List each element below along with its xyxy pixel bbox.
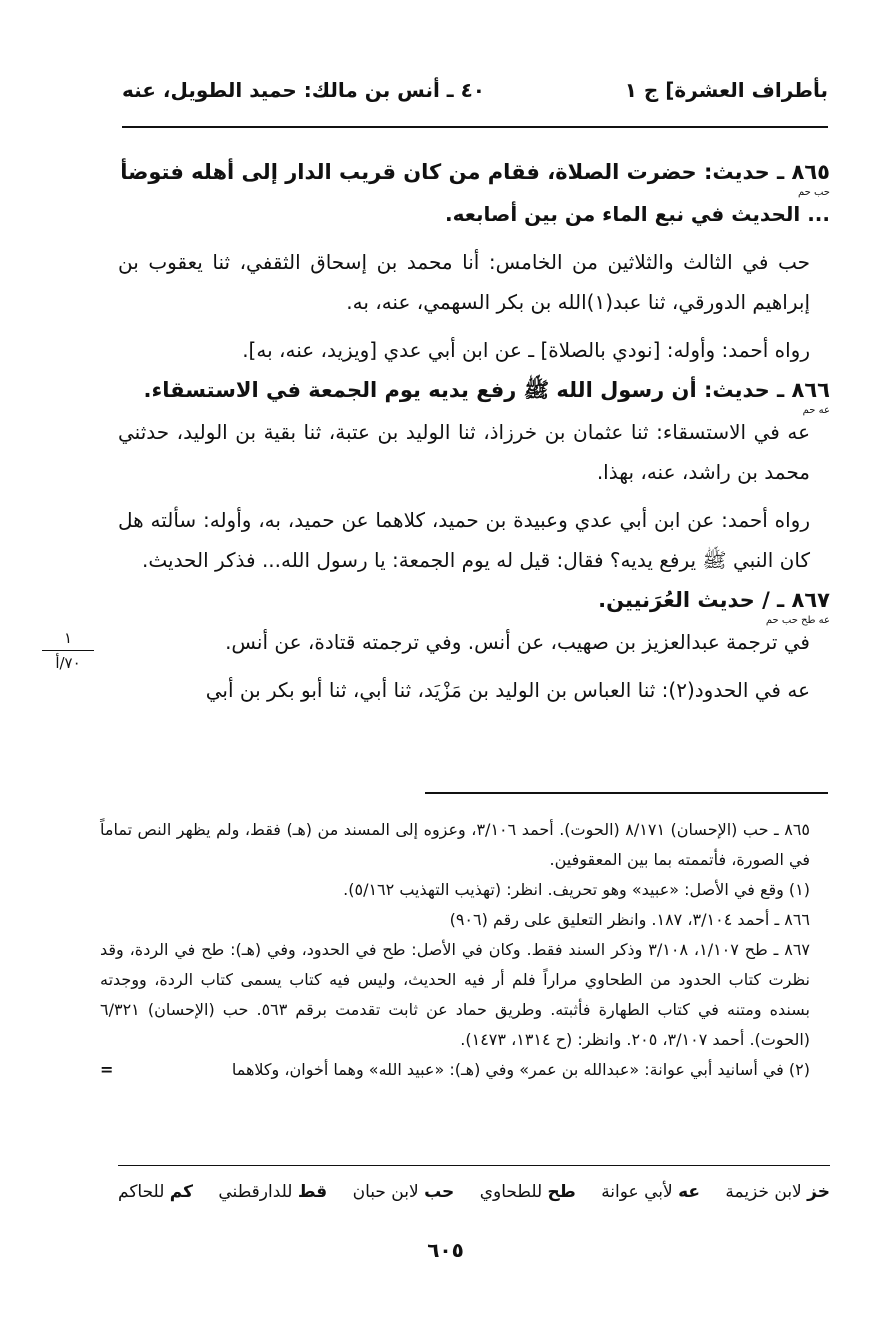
entry-paragraph: حب في الثالث والثلاثين من الخامس: أنا محمد بن إسحاق الثقفي، ثنا يعقوب بن إبراهيم الدورقي، ثنا عبد(١)الله بن بكر السهمي، عنه، به. bbox=[118, 250, 810, 314]
manuscript-folio-note bbox=[38, 628, 98, 673]
footnote: ٨٦٥ ـ حب (الإحسان) ٨/١٧١ (الحوت). أحمد ٣/١٠٦، وعزوه إلى المسند من (هـ) فقط، ولم يظهر النص تماماً في الصورة، فأتممته بما بين المعقوفين. bbox=[100, 820, 810, 869]
abbreviations-rule bbox=[118, 1165, 830, 1166]
book-title: بأطراف العشرة] ج ١ bbox=[624, 78, 828, 102]
footnote: ٨٦٧ ـ طح ١/١٠٧، ٣/١٠٨ وذكر السند فقط. وكان في الأصل: طح في الحدود، وفي (هـ): طح في الردة، وقد نظرت كتاب الحدود من الطحاوي مراراً فلم أر فيه الحديث، وليس فيه كتاب يسمى كتاب الردة، ووجدته بسنده ومتنه في كتاب الطهارة فأثبته. وطريق حماد عن ثابت تقدمت برقم ٥٦٣. حب (الإحسان) ٦/٣٢١ (الحوت). أحمد ٣/١٠٧، ٢٠٥. وانظر: (ح ١٣١٤، ١٤٧٣). bbox=[100, 940, 811, 1049]
footnotes bbox=[100, 815, 830, 1085]
footnote bbox=[100, 1055, 830, 1085]
abbreviations-key bbox=[118, 1182, 830, 1202]
continuation-mark: = bbox=[100, 1060, 114, 1079]
entry-sigla-867: عه طح حب حم bbox=[765, 615, 830, 626]
footnote: (١) وقع في الأصل: «عبيد» وهو تحريف. انظر: (تهذيب التهذيب ٥/١٦٢). bbox=[343, 880, 810, 899]
entry-paragraph: عه في الحدود(٢): ثنا العباس بن الوليد بن مَزْيَد، ثنا أبي، ثنا أبو بكر بن أبي bbox=[205, 678, 810, 702]
footnote-text: (٢) في أسانيد أبي عوانة: «عبدالله بن عمر» وفي (هـ): «عبيد الله» وهما أخوان، وكلاهما bbox=[231, 1060, 810, 1079]
section-title: ٤٠ ـ أنس بن مالك: حميد الطويل، عنه bbox=[122, 78, 486, 102]
abbreviation-item: قط للدارقطني bbox=[218, 1182, 328, 1202]
entry-heading-865: ٨٦٥ ـ حديث: حضرت الصلاة، فقام من كان قريب الدار إلى أهله فتوضأ bbox=[120, 160, 830, 184]
entry-paragraph: عه في الاستسقاء: ثنا عثمان بن خرزاذ، ثنا الوليد بن عتبة، ثنا بقية بن الوليد، حدثني محمد بن راشد، عنه، بهذا. bbox=[118, 420, 810, 484]
footnotes-rule bbox=[425, 792, 828, 794]
entry-heading-867: ٨٦٧ ـ / حديث العُرَنيين. bbox=[598, 588, 830, 612]
folio-number: ١ bbox=[63, 629, 73, 647]
entry-sigla-865: حب حم bbox=[797, 187, 830, 198]
header-rule bbox=[122, 126, 828, 128]
folio-divider bbox=[42, 650, 94, 651]
entry-paragraph: رواه أحمد: عن ابن أبي عدي وعبيدة بن حميد، كلاهما عن حميد، به، وأوله: سألته هل كان النبي ﷺ يرفع يديه؟ فقال: قيل له يوم الجمعة: يا رسول الله... فذكر الحديث. bbox=[118, 508, 810, 572]
abbreviation-item: حب لابن حبان bbox=[352, 1182, 455, 1202]
entry-paragraph: في ترجمة عبدالعزيز بن صهيب، عن أنس. وفي ترجمته قتادة، عن أنس. bbox=[225, 630, 810, 654]
abbreviation-item: عه لأبي عوانة bbox=[601, 1182, 701, 1202]
entry-continuation-865: ... الحديث في نبع الماء من بين أصابعه. bbox=[445, 202, 830, 226]
footnote: ٨٦٦ ـ أحمد ٣/١٠٤، ١٨٧. وانظر التعليق على رقم (٩٠٦) bbox=[449, 910, 810, 929]
main-text bbox=[118, 152, 830, 710]
page-number: ٦٠٥ bbox=[427, 1238, 464, 1262]
running-header bbox=[122, 72, 828, 108]
abbreviation-item: طح للطحاوي bbox=[479, 1182, 576, 1202]
folio-page: ٧٠/أ bbox=[55, 654, 81, 672]
abbreviation-item: خز لابن خزيمة bbox=[725, 1182, 830, 1202]
entry-heading-866: ٨٦٦ ـ حديث: أن رسول الله ﷺ رفع يديه يوم الجمعة في الاستسقاء. bbox=[143, 378, 830, 402]
entry-paragraph: رواه أحمد: وأوله: [نودي بالصلاة] ـ عن ابن أبي عدي [ويزيد، عنه، به]. bbox=[242, 338, 810, 362]
abbreviation-item: كم للحاكم bbox=[118, 1182, 193, 1202]
entry-sigla-866: عه حم bbox=[802, 405, 830, 416]
